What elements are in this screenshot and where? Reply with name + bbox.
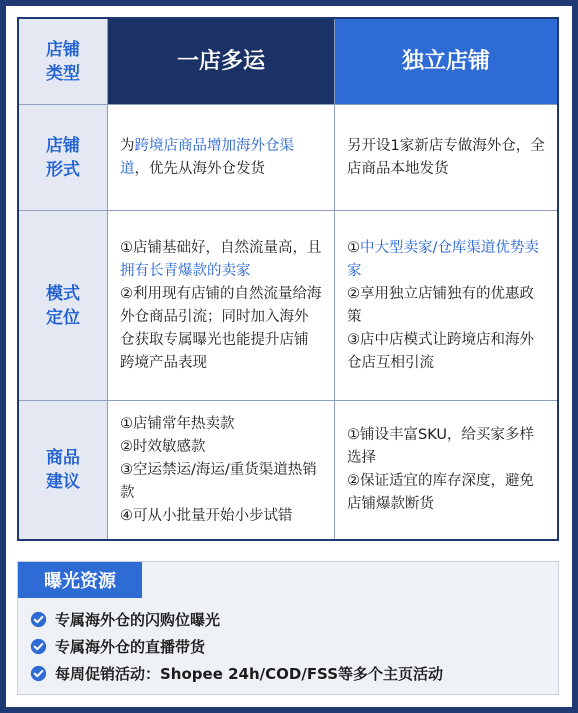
cell-text: ① [347,239,360,256]
cell-text: 另开设1家新店专做海外仓，全店商品本地发货 [347,137,545,177]
cell-text: 为 [120,137,135,154]
column-header-independent-store: 独立店铺 [335,19,557,105]
cell-paragraph [120,413,322,436]
cell-paragraph [347,470,545,516]
exposure-item [30,633,443,660]
row-header-positioning: 模式定位 [19,211,108,401]
cell-paragraph [347,237,545,283]
cell-paragraph [120,283,322,375]
cell-paragraph [120,135,322,181]
cell-paragraph [120,459,322,505]
exposure-list [30,606,443,687]
cell-paragraph [120,237,322,283]
cell-text: ③空运禁运/海运/重货渠道热销款 [120,461,317,501]
cell-text: ②时效敏感款 [120,438,206,455]
cell-text: ②利用现有店铺的自然流量给海外仓商品引流；同时加入海外仓获取专属曝光也能提升店铺跨境产品表现 [120,285,322,371]
cell-positioning-independent [335,211,557,401]
exposure-title: 曝光资源 [18,562,142,598]
cell-store-form-independent [335,105,557,211]
cell-text: ①铺设丰富SKU，给买家多样选择 [347,427,534,466]
cell-positioning-multi [108,211,335,401]
exposure-item [30,660,443,687]
comparison-table [17,17,559,541]
check-circle-icon [30,665,47,682]
cell-product-advice-independent [335,401,557,539]
cell-text: ，优先从海外仓发货 [134,160,265,177]
exposure-item [30,606,443,633]
cell-text: ②享用独立店铺独有的优惠政策 [347,285,534,325]
exposure-item-text: 专属海外仓的直播带货 [55,638,206,656]
highlighted-text: 跨境店商品增加海外仓渠道 [120,137,294,177]
cell-text: ②保证适宜的库存深度，避免店铺爆款断货 [347,473,534,512]
check-circle-icon [30,638,47,655]
row-header-product-advice: 商品建议 [19,401,108,539]
cell-store-form-multi [108,105,335,211]
exposure-resources-box [17,561,559,695]
column-header-multi-channel: 一店多运 [108,19,335,105]
row-header-store-form: 店铺形式 [19,105,108,211]
highlighted-text: 中大型卖家/仓库渠道优势卖家 [347,239,539,279]
cell-paragraph [347,283,545,329]
cell-text: ①店铺基础好，自然流量高，且 [120,239,322,256]
cell-paragraph [120,505,322,528]
cell-text: ③店中店模式让跨境店和海外仓店互相引流 [347,331,534,371]
check-circle-icon [30,611,47,628]
cell-text: ④可从小批量开始小步试错 [120,507,293,524]
highlighted-text: 拥有长青爆款的卖家 [120,262,251,279]
corner-header: 店铺类型 [19,19,108,105]
cell-paragraph [347,424,545,470]
cell-product-advice-multi [108,401,335,539]
cell-text: ①店铺常年热卖款 [120,415,235,432]
cell-paragraph [347,329,545,375]
cell-paragraph [347,135,545,181]
exposure-item-text: 每周促销活动：Shopee 24h/COD/FSS等多个主页活动 [55,665,443,683]
exposure-item-text: 专属海外仓的闪购位曝光 [55,611,221,629]
cell-paragraph [120,436,322,459]
